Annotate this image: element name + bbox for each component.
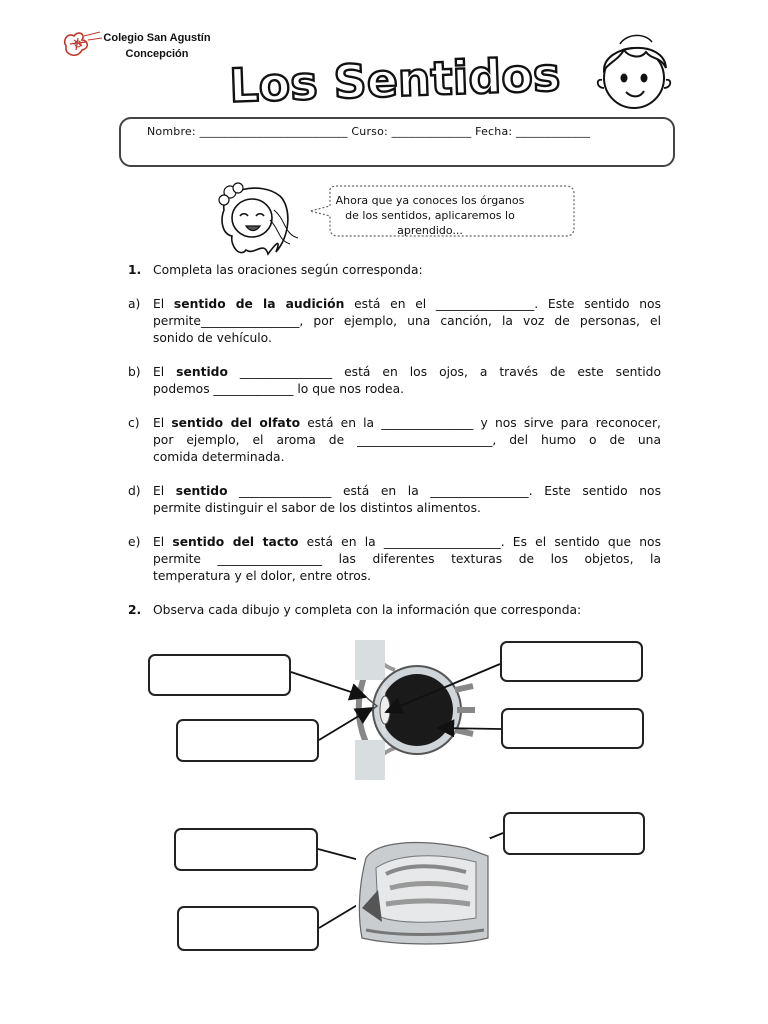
- item-b-text-rest: _______________ está en los ojos, a través de este sentido: [227, 365, 661, 379]
- item-d-letter: d): [128, 484, 141, 498]
- item-e-line2: permite _________________ las diferentes texturas de los objetos, la: [153, 552, 661, 566]
- student-info-line[interactable]: Nombre: __________________________ Curso: ______________ Fecha: _____________: [147, 125, 591, 138]
- item-a-line2: permite________________, por ejemplo, una canción, la voz de personas, el: [153, 314, 661, 328]
- item-d-line2: permite distinguir el sabor de los distintos alimentos.: [153, 501, 481, 515]
- item-a-letter: a): [128, 297, 141, 311]
- item-c-line3: comida determinada.: [153, 450, 285, 464]
- item-d-text-rest: _______________ está en la ________________. Este sentido nos: [227, 484, 661, 498]
- question-2-text: Observa cada dibujo y completa con la información que corresponda:: [153, 603, 582, 617]
- item-d-text: El: [153, 484, 176, 498]
- item-b-letter: b): [128, 365, 141, 379]
- item-a-bold: sentido de la audición: [173, 297, 345, 311]
- item-b-bold: sentido: [176, 365, 228, 379]
- nose-answer-box-1[interactable]: [174, 828, 318, 871]
- item-e-letter: e): [128, 535, 141, 549]
- item-e-bold: sentido del tacto: [172, 535, 299, 549]
- nose-answer-box-3[interactable]: [503, 812, 645, 855]
- item-e-text-rest: está en la ___________________. Es el sentido que nos: [298, 535, 661, 549]
- item-a-text: El: [153, 297, 174, 311]
- bubble-line-2: de los sentidos, aplicaremos lo: [345, 209, 515, 222]
- question-1-number: 1.: [128, 263, 142, 277]
- item-b-line2: podemos _____________ lo que nos rodea.: [153, 382, 405, 396]
- item-c-letter: c): [128, 416, 140, 430]
- item-c-bold: sentido del olfato: [171, 416, 301, 430]
- title-text: Los Sentidos: [228, 52, 562, 113]
- item-c-text: El: [153, 416, 172, 430]
- item-e-text: El: [153, 535, 173, 549]
- item-c-line2: por ejemplo, el aroma de ______________________, del humo o de una: [153, 433, 661, 447]
- bubble-line-3: aprendido...: [397, 224, 463, 237]
- item-a-line3: sonido de vehículo.: [153, 331, 272, 345]
- school-name-line2: Concepción: [125, 48, 189, 60]
- nose-diagram: [356, 838, 490, 948]
- question-2-number: 2.: [128, 603, 142, 617]
- item-d-bold: sentido: [175, 484, 228, 498]
- item-a-text-rest: está en el ________________. Este sentido nos: [344, 297, 661, 311]
- item-c-text-rest: está en la _______________ y nos sirve para reconocer,: [300, 416, 661, 430]
- item-b-text: El: [153, 365, 177, 379]
- school-name-line1: Colegio San Agustín: [103, 32, 211, 44]
- nose-answer-box-2[interactable]: [177, 906, 319, 951]
- item-e-line3: temperatura y el dolor, entre otros.: [153, 569, 372, 583]
- bubble-line-1: Ahora que ya conoces los órganos: [335, 194, 525, 207]
- question-1-text: Completa las oraciones según corresponda:: [153, 263, 423, 277]
